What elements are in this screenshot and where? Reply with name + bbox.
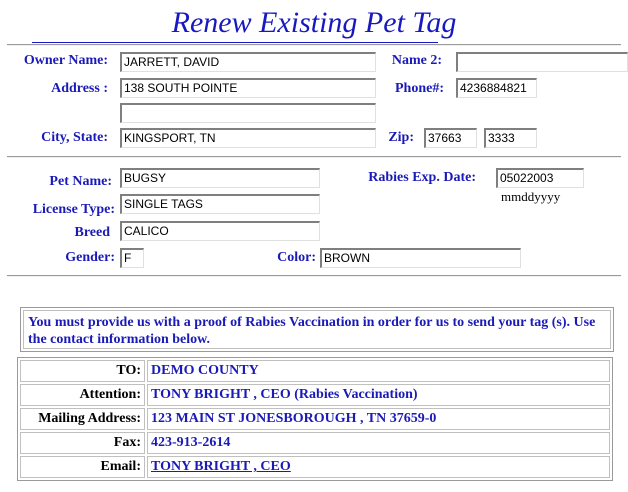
address-line1-field[interactable]: 138 SOUTH POINTE: [120, 78, 376, 98]
page-title: Renew Existing Pet Tag: [171, 6, 457, 39]
pet-name-label: Pet Name:: [49, 174, 112, 189]
to-value: DEMO COUNTY: [147, 360, 610, 382]
rabies-date-label: Rabies Exp. Date:: [368, 170, 476, 185]
mailing-address-label: Mailing Address:: [20, 408, 145, 430]
address-line2-field[interactable]: [120, 103, 376, 123]
divider-top: [7, 44, 621, 46]
rabies-notice-text: You must provide us with a proof of Rabies Vaccination in order for us to send your tag (s). Use the contact information below.: [23, 310, 611, 349]
zip-field[interactable]: 37663: [424, 128, 477, 148]
attention-label: Attention:: [20, 384, 145, 406]
table-row: [20, 384, 610, 406]
table-row: [20, 408, 610, 430]
fax-value: 423-913-2614: [147, 432, 610, 454]
table-row: [20, 360, 610, 382]
fax-label: Fax:: [20, 432, 145, 454]
to-label: TO:: [20, 360, 145, 382]
address-label: Address :: [51, 81, 108, 96]
city-state-field[interactable]: KINGSPORT, TN: [120, 128, 376, 148]
rabies-date-format-hint: mmddyyyy: [501, 189, 561, 204]
zip-label: Zip:: [388, 130, 414, 145]
email-cell: [147, 456, 610, 478]
license-type-label: License Type:: [32, 202, 115, 217]
attention-value: TONY BRIGHT , CEO (Rabies Vaccination): [147, 384, 610, 406]
contact-info-table: [17, 357, 613, 481]
email-label: Email:: [20, 456, 145, 478]
gender-field[interactable]: F: [120, 248, 144, 268]
breed-label: Breed: [74, 225, 110, 240]
divider-middle: [7, 156, 621, 158]
phone-field[interactable]: 4236884821: [456, 78, 537, 98]
zip-plus4-field[interactable]: 3333: [484, 128, 537, 148]
mailing-address-value: 123 MAIN ST JONESBOROUGH , TN 37659-0: [147, 408, 610, 430]
email-link[interactable]: TONY BRIGHT , CEO: [151, 459, 291, 474]
pet-name-field[interactable]: BUGSY: [120, 168, 320, 188]
name2-field[interactable]: [456, 52, 628, 72]
name2-label: Name 2:: [391, 53, 442, 68]
table-row: [20, 432, 610, 454]
owner-name-field[interactable]: JARRETT, DAVID: [120, 52, 376, 72]
rabies-notice-box: [20, 307, 614, 352]
divider-bottom: [7, 275, 621, 277]
phone-label: Phone#:: [395, 81, 444, 96]
license-type-field[interactable]: SINGLE TAGS: [120, 194, 320, 214]
color-label: Color:: [277, 250, 316, 265]
rabies-date-field[interactable]: 05022003: [496, 168, 584, 188]
city-state-label: City, State:: [41, 130, 108, 145]
title-underline: [32, 42, 438, 43]
color-field[interactable]: BROWN: [320, 248, 521, 268]
breed-field[interactable]: CALICO: [120, 221, 320, 241]
gender-label: Gender:: [65, 250, 115, 265]
owner-name-label: Owner Name:: [23, 53, 108, 68]
table-row: [20, 456, 610, 478]
